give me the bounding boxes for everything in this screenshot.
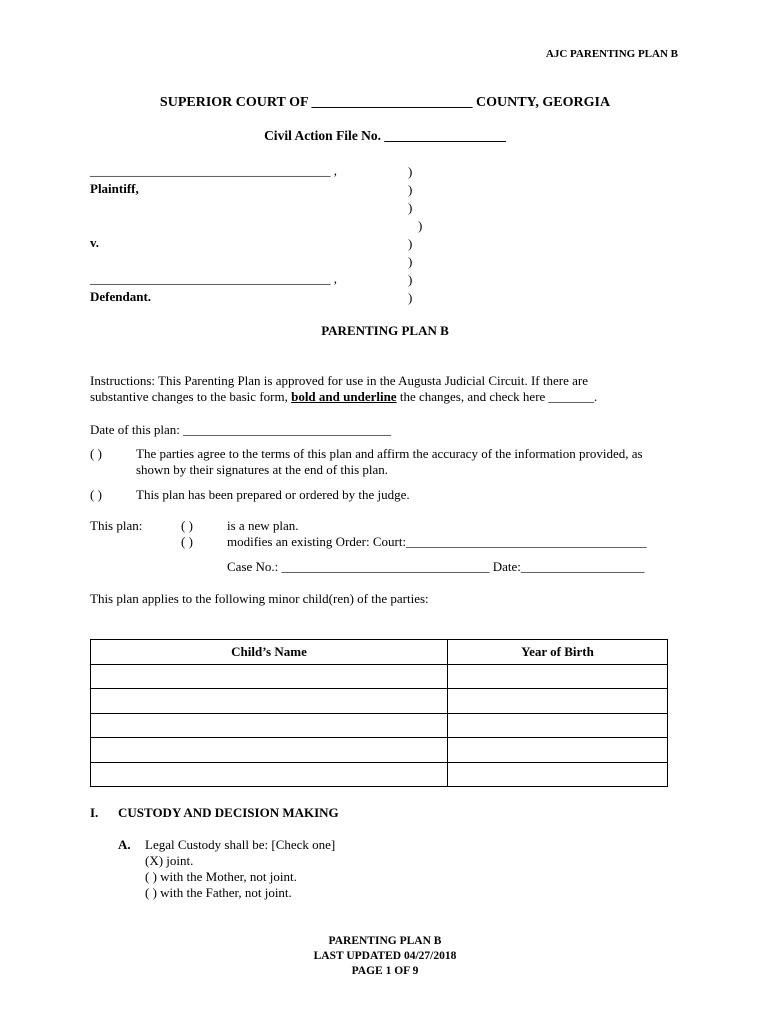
versus-label: v. — [90, 235, 100, 250]
agree-text-line-2: shown by their signatures at the end of this plan. — [136, 462, 389, 477]
custody-option-mother[interactable]: ( ) with the Mother, not joint. — [145, 869, 297, 884]
instructions-line-1: Instructions: This Parenting Plan is approved for use in the Augusta Judicial Circuit. If there are — [90, 373, 588, 388]
custody-option-joint[interactable]: (X) joint. — [145, 853, 194, 868]
child-name-header: Child’s Name — [91, 640, 448, 665]
caption-paren: ) — [408, 272, 413, 287]
table-row — [91, 664, 668, 689]
instructions-text: substantive changes to the basic form, — [90, 389, 292, 404]
judge-text: This plan has been prepared or ordered by the judge. — [136, 487, 410, 502]
year-of-birth-cell[interactable] — [448, 738, 668, 763]
footer-title: PARENTING PLAN B — [328, 935, 442, 947]
judge-checkbox[interactable]: ( ) — [90, 487, 102, 502]
table-header-row — [91, 640, 668, 665]
caption-paren: ) — [408, 236, 413, 251]
table-row — [91, 689, 668, 714]
table-row — [91, 713, 668, 738]
applies-to-text: This plan applies to the following minor child(ren) of the parties: — [90, 591, 429, 606]
instructions-emphasis: bold and underline — [291, 389, 397, 404]
this-plan-label: This plan: — [90, 518, 143, 533]
child-name-cell[interactable] — [91, 738, 448, 763]
section-title: CUSTODY AND DECISION MAKING — [118, 805, 339, 820]
defendant-name-line[interactable]: _____________________________________ , — [90, 271, 337, 286]
instructions-text-end: the changes, and check here _______. — [396, 389, 598, 404]
caption-paren: ) — [408, 164, 413, 179]
document-title: PARENTING PLAN B — [321, 323, 449, 338]
agree-checkbox[interactable]: ( ) — [90, 446, 102, 461]
table-row — [91, 762, 668, 787]
plaintiff-name-line[interactable]: _____________________________________ , — [90, 163, 337, 178]
court-line: SUPERIOR COURT OF _______________________ COUNTY, GEORGIA — [159, 95, 611, 110]
subsection-letter: A. — [118, 837, 131, 852]
custody-option-father[interactable]: ( ) with the Father, not joint. — [145, 885, 292, 900]
footer-page-number: PAGE 1 OF 9 — [351, 965, 419, 977]
year-of-birth-cell[interactable] — [448, 689, 668, 714]
civil-action-number: Civil Action File No. __________________ — [264, 128, 506, 143]
header-tag: AJC PARENTING PLAN B — [545, 48, 678, 60]
modifies-text[interactable]: modifies an existing Order: Court:_____________________________________ — [227, 534, 647, 549]
caption-paren: ) — [408, 254, 413, 269]
year-of-birth-cell[interactable] — [448, 664, 668, 689]
child-name-cell[interactable] — [91, 689, 448, 714]
instructions-line-2 — [90, 389, 597, 405]
year-of-birth-cell[interactable] — [448, 713, 668, 738]
caption-paren: ) — [408, 290, 413, 305]
caption-paren: ) — [408, 200, 413, 215]
agree-text-line-1: The parties agree to the terms of this plan and affirm the accuracy of the information provided, as — [136, 446, 643, 461]
child-name-cell[interactable] — [91, 664, 448, 689]
child-name-cell[interactable] — [91, 713, 448, 738]
new-plan-checkbox[interactable]: ( ) — [181, 518, 193, 533]
plaintiff-label: Plaintiff, — [90, 181, 139, 196]
date-of-plan-field[interactable]: Date of this plan: ________________________________ — [90, 422, 392, 437]
caption-paren: ) — [408, 182, 413, 197]
footer-updated: LAST UPDATED 04/27/2018 — [313, 950, 457, 962]
year-of-birth-header: Year of Birth — [448, 640, 668, 665]
defendant-label: Defendant. — [90, 289, 152, 304]
year-of-birth-cell[interactable] — [448, 762, 668, 787]
modifies-checkbox[interactable]: ( ) — [181, 534, 193, 549]
children-table — [90, 639, 668, 787]
section-number: I. — [90, 805, 99, 820]
table-row — [91, 738, 668, 763]
new-plan-text: is a new plan. — [227, 518, 299, 533]
child-name-cell[interactable] — [91, 762, 448, 787]
caption-paren: ) — [418, 218, 423, 233]
case-number-field[interactable]: Case No.: ________________________________ Date:___________________ — [227, 559, 645, 574]
legal-custody-text: Legal Custody shall be: [Check one] — [145, 837, 336, 852]
